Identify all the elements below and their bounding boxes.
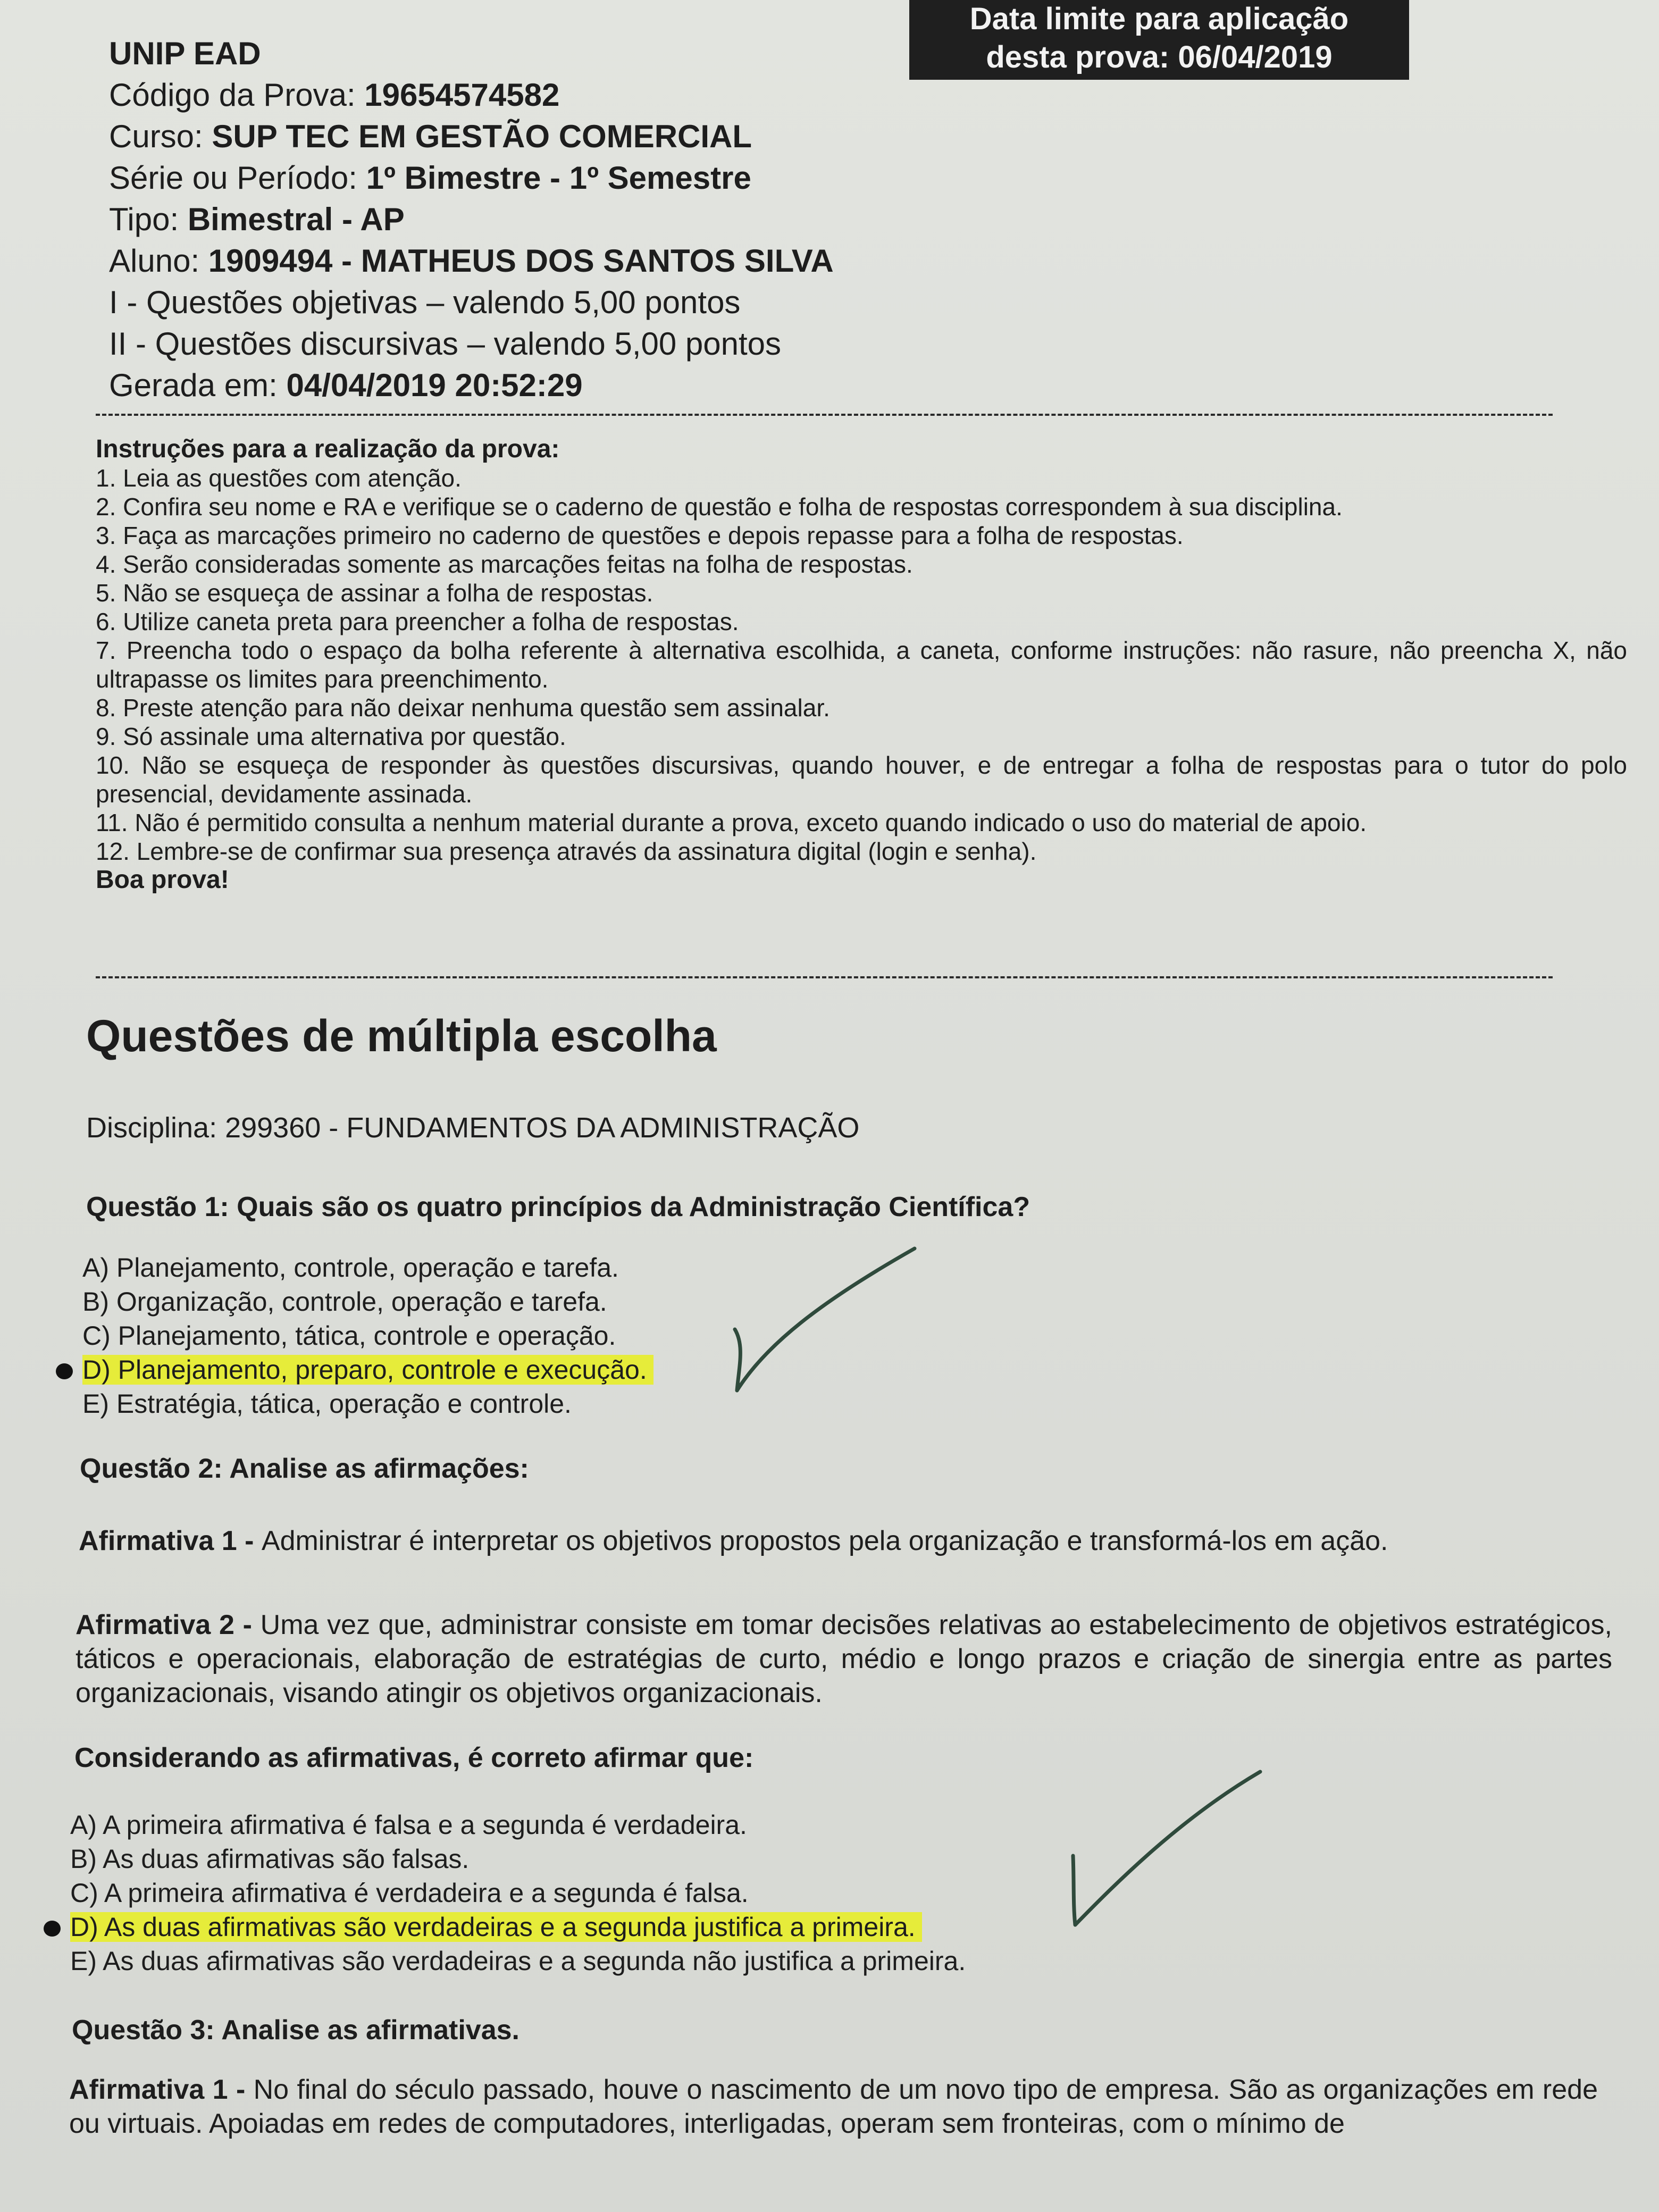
q1-option-a: A) Planejamento, controle, operação e tarefa.	[82, 1253, 619, 1283]
marked-bullet-icon	[44, 1921, 61, 1937]
q2-option-e: E) As duas afirmativas são verdadeiras e a segunda não justifica a primeira.	[70, 1946, 966, 1976]
question-3-title: Questão 3: Analise as afirmativas.	[72, 2015, 520, 2046]
student: Aluno: 1909494 - MATHEUS DOS SANTOS SILVA	[109, 243, 834, 279]
q1-option-b: B) Organização, controle, operação e tarefa.	[82, 1287, 607, 1317]
marked-bullet-icon	[56, 1363, 73, 1379]
generated-at: Gerada em: 04/04/2019 20:52:29	[109, 367, 583, 403]
discursive-questions-line: II - Questões discursivas – valendo 5,00 pontos	[109, 326, 782, 362]
q3-statement-1: Afirmativa 1 - No final do século passado, houve o nascimento de um novo tipo de empresa. São as organizações em rede ou virtuais. Apoiadas em redes de computadores, interligadas, operam sem fronteiras, com o mínimo de	[69, 2074, 1598, 2139]
instruction-item: 9. Só assinale uma alternativa por questão.	[96, 723, 566, 750]
course: Curso: SUP TEC EM GESTÃO COMERCIAL	[109, 119, 752, 154]
highlighted-answer: D) As duas afirmativas são verdadeiras e a segunda justifica a primeira.	[70, 1912, 922, 1942]
exam-header	[109, 33, 1545, 406]
instructions-closing: Boa prova!	[96, 866, 229, 894]
q2-statement-1: Afirmativa 1 - Administrar é interpretar os objetivos propostos pela organização e transformá-los em ação.	[79, 1526, 1388, 1556]
q2-option-a: A) A primeira afirmativa é falsa e a segunda é verdadeira.	[70, 1810, 747, 1840]
instruction-item: 7. Preencha todo o espaço da bolha referente à alternativa escolhida, a caneta, conforme instruções: não rasure, não preencha X, não ultrapasse os limites para preenchimento.	[96, 636, 1627, 693]
instructions-title: Instruções para a realização da prova:	[96, 435, 560, 463]
exam-type: Tipo: Bimestral - AP	[109, 202, 405, 237]
instruction-item: 12. Lembre-se de confirmar sua presença através da assinatura digital (login e senha).	[96, 837, 1037, 865]
checkmark-icon	[1058, 1765, 1271, 1936]
instruction-item: 2. Confira seu nome e RA e verifique se o caderno de questão e folha de respostas correspondem à sua disciplina.	[96, 493, 1343, 521]
stamp-line-1: Data limite para aplicação	[969, 2, 1349, 36]
objective-questions-line: I - Questões objetivas – valendo 5,00 pontos	[109, 284, 741, 320]
period: Série ou Período: 1º Bimestre - 1º Semestre	[109, 160, 751, 196]
divider-bottom	[96, 976, 1553, 978]
highlighted-answer: D) Planejamento, preparo, controle e execução.	[82, 1355, 653, 1385]
q2-option-c: C) A primeira afirmativa é verdadeira e a segunda é falsa.	[70, 1878, 749, 1908]
question-1-title: Questão 1: Quais são os quatro princípios da Administração Científica?	[86, 1192, 1030, 1222]
checkmark-icon	[723, 1239, 925, 1398]
exam-code: Código da Prova: 19654574582	[109, 77, 560, 113]
question-2-title: Questão 2: Analise as afirmações:	[80, 1453, 529, 1484]
question-2-prompt: Considerando as afirmativas, é correto afirmar que:	[74, 1742, 754, 1773]
instruction-item: 1. Leia as questões com atenção.	[96, 464, 462, 492]
instruction-item: 4. Serão consideradas somente as marcações feitas na folha de respostas.	[96, 550, 913, 578]
question-1-options	[82, 1251, 653, 1421]
divider-top	[96, 414, 1553, 416]
question-2-options	[70, 1808, 966, 1978]
discipline: Disciplina: 299360 - FUNDAMENTOS DA ADMINISTRAÇÃO	[86, 1112, 860, 1144]
institution: UNIP EAD	[109, 36, 261, 71]
instruction-item: 11. Não é permitido consulta a nenhum material durante a prova, exceto quando indicado o uso do material de apoio.	[96, 809, 1367, 836]
q2-option-d-marked	[70, 1910, 966, 1944]
q2-option-b: B) As duas afirmativas são falsas.	[70, 1844, 470, 1874]
q2-statement-2: Afirmativa 2 - Uma vez que, administrar consiste em tomar decisões relativas ao estabelecimento de objetivos estratégicos, táticos e operacionais, elaboração de estratégias de curto, médio e longo prazos e criação de sinergia entre as partes organizacionais, visando atingir os objetivos organizacionais.	[76, 1610, 1613, 1708]
q1-option-e: E) Estratégia, tática, operação e controle.	[82, 1389, 572, 1419]
instructions	[96, 435, 1627, 894]
instruction-item: 3. Faça as marcações primeiro no caderno de questões e depois repasse para a folha de respostas.	[96, 522, 1184, 549]
instruction-item: 10. Não se esqueça de responder às questões discursivas, quando houver, e de entregar a folha de respostas para o tutor do polo presencial, devidamente assinada.	[96, 751, 1627, 808]
instruction-item: 8. Preste atenção para não deixar nenhuma questão sem assinalar.	[96, 694, 830, 722]
q1-option-d-marked	[82, 1353, 653, 1387]
stamp-line-2: desta prova: 06/04/2019	[986, 40, 1333, 74]
q1-option-c: C) Planejamento, tática, controle e operação.	[82, 1321, 616, 1351]
section-title: Questões de múltipla escolha	[86, 1011, 717, 1061]
instruction-item: 6. Utilize caneta preta para preencher a folha de respostas.	[96, 608, 739, 635]
instruction-item: 5. Não se esqueça de assinar a folha de respostas.	[96, 579, 653, 607]
